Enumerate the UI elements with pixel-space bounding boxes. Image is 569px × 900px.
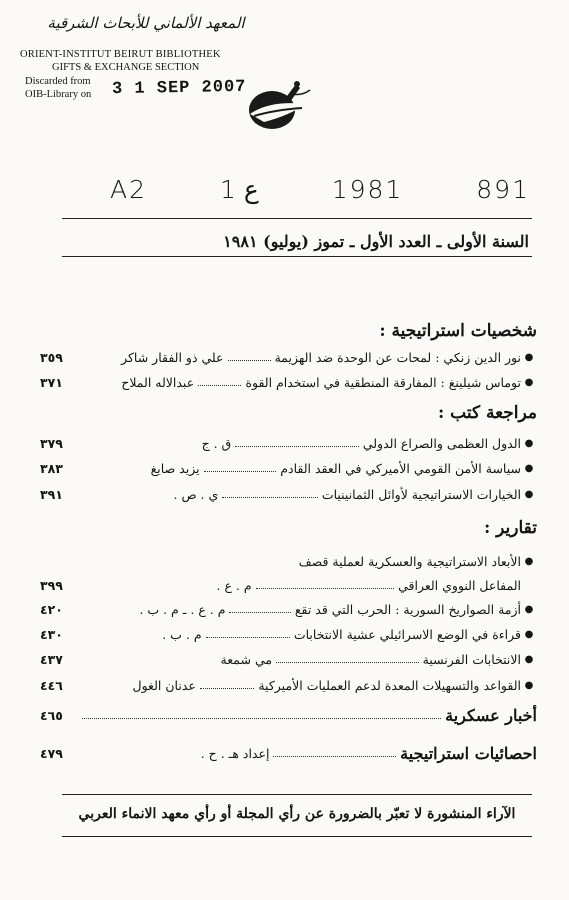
leader-dots <box>198 379 241 386</box>
leader-dots <box>82 712 441 719</box>
section-row-statistics <box>40 742 537 764</box>
report-author: م . ب . <box>162 626 202 642</box>
article-author: عبدالاله الملاح <box>121 374 195 390</box>
leader-dots <box>200 682 255 689</box>
report-author: عدنان الغول <box>132 677 196 693</box>
report-title: الانتخابات الفرنسية <box>422 651 521 667</box>
list-item <box>40 649 537 669</box>
stamp-institute-name: ORIENT-INSTITUT BEIRUT BIBLIOTHEK <box>20 49 221 60</box>
bullet: ● <box>524 679 534 691</box>
leader-dots <box>229 606 290 613</box>
call-number-part: 1 ع <box>219 175 259 204</box>
page-number: ٤٧٩ <box>39 745 63 761</box>
leader-dots <box>235 440 359 447</box>
article-title: نور الدين زنكي : لمحات عن الوحدة ضد الهزيمة <box>274 349 521 365</box>
report-title: أزمة الصواريخ السورية : الحرب التي قد تقع <box>294 601 521 617</box>
stamp-arabic-name: المعهد الألماني للأبحاث الشرقية <box>47 14 245 32</box>
list-item <box>40 675 537 695</box>
call-number-part: 1981 <box>331 175 404 204</box>
list-item <box>40 575 537 595</box>
bullet: ● <box>524 351 534 363</box>
page-number: ٤٣٠ <box>39 626 63 642</box>
section-row-military-news <box>40 704 537 726</box>
list-item <box>40 347 537 367</box>
leader-dots <box>273 750 396 757</box>
disclaimer: الآراء المنشورة لا تعبّر بالضرورة عن رأي المجلة أو رأي معهد الانماء العربي <box>78 806 516 822</box>
page-number: ٣٥٩ <box>39 349 63 365</box>
section-heading-military-news: أخبار عسكرية <box>445 705 537 725</box>
leader-dots <box>204 465 277 472</box>
bullet: ● <box>524 376 534 388</box>
page-number: ٣٧١ <box>39 374 63 390</box>
leader-dots <box>276 656 419 663</box>
book-title: سياسة الأمن القومي الأميركي في العقد القادم <box>280 460 521 476</box>
section-heading-statistics: احصائيات استراتيجية <box>400 743 537 763</box>
book-title: الدول العظمى والصراع الدولي <box>362 435 521 451</box>
report-title-line: الأبعاد الاستراتيجية والعسكرية لعملية قصف <box>298 553 521 569</box>
statistics-author: إعداد هـ . ح . <box>200 745 270 761</box>
leader-dots <box>256 582 395 589</box>
bullet: ● <box>524 628 534 640</box>
bullet: ● <box>524 462 534 474</box>
page-number: ٤٢٠ <box>40 601 63 617</box>
bullet: ● <box>524 488 534 500</box>
list-item <box>40 372 537 392</box>
bird-emblem-icon <box>244 70 314 140</box>
section-heading-book-reviews: مراجعة كتب : <box>437 403 537 423</box>
report-title: القواعد والتسهيلات المعدة لدعم العمليات الأميركية <box>258 677 521 693</box>
stamp-date: 3 1 SEP 2007 <box>111 77 247 100</box>
list-item <box>40 624 537 644</box>
leader-dots <box>206 631 290 638</box>
article-author: علي ذو الفقار شاكر <box>121 349 224 365</box>
issue-line: السنة الأولى ـ العدد الأول ـ تموز (يوليو) ١٩٨١ <box>223 232 529 251</box>
leader-dots <box>222 491 318 498</box>
section-heading-personalities: شخصيات استراتيجية : <box>379 321 537 341</box>
stamp-library-label: OIB-Library on <box>25 89 92 100</box>
report-title: المفاعل النووي العراقي <box>398 577 521 593</box>
book-title: الخيارات الاستراتيجية لأوائل الثمانينيات <box>321 486 521 502</box>
divider <box>62 256 532 257</box>
page-number: ٣٩٩ <box>40 577 63 593</box>
stamp-section-name: GIFTS & EXCHANGE SECTION <box>52 62 200 73</box>
divider <box>62 794 532 795</box>
leader-dots <box>228 354 271 361</box>
call-number <box>110 175 530 204</box>
divider <box>62 836 532 837</box>
call-number-part: 891 <box>476 175 530 204</box>
bullet: ● <box>524 437 534 449</box>
report-title: قراءة في الوضع الاسرائيلي عشية الانتخابات <box>293 626 521 642</box>
page-number: ٤٦٥ <box>40 707 63 723</box>
page-number: ٤٤٦ <box>39 677 63 693</box>
stamp-discarded-label: Discarded from <box>25 76 91 87</box>
report-author: مي شمعة <box>220 651 273 667</box>
list-item <box>40 484 537 504</box>
report-author: م . ع . ـ م . ب . <box>139 601 226 617</box>
list-item-title-line <box>40 551 537 571</box>
bullet: ● <box>524 653 534 665</box>
page-number: ٣٧٩ <box>40 435 63 451</box>
reviewer: يزيد صايغ <box>150 460 200 476</box>
list-item <box>40 599 537 619</box>
page-number: ٤٣٧ <box>40 651 63 667</box>
report-author: م . ع . <box>216 577 252 593</box>
call-number-part: A2 <box>110 175 148 204</box>
divider <box>62 218 532 219</box>
article-title: توماس شيلينغ : المفارقة المنطقية في استخدام القوة <box>245 374 521 390</box>
page-number: ٣٩١ <box>39 486 63 502</box>
reviewer: ق . ج <box>201 435 232 451</box>
page-number: ٣٨٣ <box>39 460 63 476</box>
bullet: ● <box>524 555 534 567</box>
bullet: ● <box>524 603 534 615</box>
reviewer: ي . ص . <box>173 486 219 502</box>
list-item <box>40 433 537 453</box>
section-heading-reports: تقارير : <box>483 518 537 538</box>
list-item <box>40 458 537 478</box>
